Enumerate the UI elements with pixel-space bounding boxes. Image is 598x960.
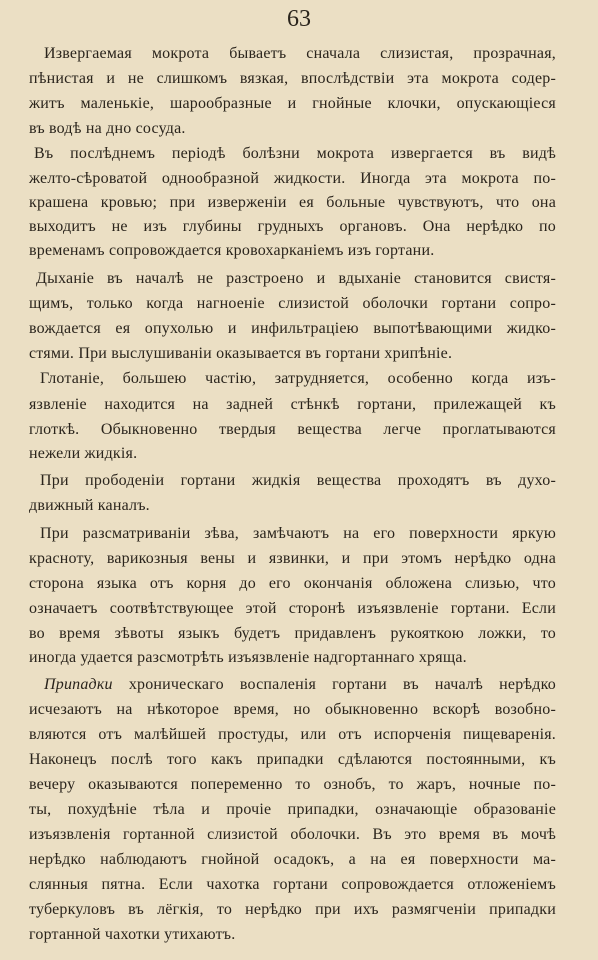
- text-line-5: Въ послѣднемъ періодѣ болѣзни мокрота извергается въ видѣ: [34, 145, 556, 162]
- emphasis-word: Припадки: [44, 676, 113, 693]
- text-line-14: Глотаніе, большею частію, затрудняется, особенно когда изъ-: [40, 370, 556, 387]
- text-line-15: язвленіе находится на задней стѣнкѣ гортани, прилежащей къ: [29, 396, 556, 413]
- text-line-32: изъязвленія гортанной слизистой оболочки. Въ это время въ мочѣ: [29, 826, 556, 843]
- text-line-29: Наконецъ послѣ того какъ припадки сдѣлаются постоянными, къ: [29, 751, 556, 768]
- text-line-3: житъ маленькіе, шарообразные и гнойные клочки, опускающіеся: [29, 95, 556, 112]
- text-line-30: вечеру оказываются попеременно то ознобъ, то жаръ, ночные по-: [29, 776, 556, 793]
- text-line-1: Извергаемая мокрота бываетъ сначала слизистая, прозрачная,: [44, 45, 556, 62]
- text-line-17: нежели жидкія.: [29, 445, 138, 462]
- text-line-8: выходитъ не изъ глубины грудныхъ органовъ. Она нерѣдко по: [29, 218, 556, 235]
- text-line-9: временамъ сопровождается кровохарканіемъ изъ гортани.: [29, 242, 435, 259]
- text-line-25: иногда удается разсмотрѣть изъязвленіе надгортаннаго хряща.: [29, 649, 467, 666]
- page-number: 63: [287, 6, 311, 32]
- text-line-36: гортанной чахотки утихаютъ.: [29, 926, 236, 943]
- text-line-26: [44, 672, 556, 697]
- text-line-19: движный каналъ.: [29, 497, 150, 514]
- text-line-12: вождается ея опухолью и инфильтраціею выпотѣвающими жидко-: [29, 320, 556, 337]
- text-line-13: стями. При выслушиваніи оказывается въ гортани хрипѣніе.: [29, 345, 453, 362]
- text-line-24: во время зѣвоты языкъ будетъ придавленъ рукояткою ложки, то: [29, 625, 556, 642]
- text-line-4: въ водѣ на дно сосуда.: [29, 120, 186, 137]
- text-line-18: При прободеніи гортани жидкія вещества проходятъ въ духо-: [40, 472, 556, 489]
- text-line-6: желто-сѣроватой однообразной жидкости. Иногда эта мокрота по-: [29, 170, 556, 187]
- text-line-22: сторона языка отъ корня до его окончанія обложена слизью, что: [29, 575, 556, 592]
- text-line-23: означаетъ соотвѣтствующее этой сторонѣ изъязвленіе гортани. Если: [29, 600, 556, 617]
- text-line-16: глоткѣ. Обыкновенно твердыя вещества легче проглатываются: [29, 421, 556, 438]
- text-line-26-rest: хроническаго воспаленія гортани въ началѣ нерѣдко: [128, 676, 556, 693]
- text-line-20: При разсматриваніи зѣва, замѣчаютъ на его поверхности яркую: [40, 525, 556, 542]
- text-line-27: исчезаютъ на нѣкоторое время, но обыкновенно вскорѣ возобно-: [29, 701, 556, 718]
- text-line-21: красноту, варикозныя вены и язвинки, и при этомъ нерѣдко одна: [29, 550, 556, 567]
- text-line-10: Дыханіе въ началѣ не разстроено и вдыханіе становится свистя-: [36, 270, 556, 287]
- text-line-33: нерѣдко наблюдаютъ гнойной осадокъ, а на ея поверхности ма-: [29, 851, 556, 868]
- text-line-34: слянныя пятна. Если чахотка гортани сопровождается отложеніемъ: [29, 876, 556, 893]
- text-line-2: пѣнистая и не слишкомъ вязкая, впослѣдствіи эта мокрота содер-: [29, 70, 556, 87]
- text-line-7: крашена кровью; при изверженіи ея больные чувствуютъ, что она: [29, 194, 556, 211]
- text-line-35: туберкуловъ въ лёгкія, то нерѣдко при ихъ размягченіи припадки: [29, 901, 556, 918]
- text-line-28: вляются отъ малѣйшей простуды, или отъ испорченія пищеваренія.: [29, 726, 556, 743]
- text-line-31: ты, похудѣніе тѣла и прочіе припадки, означающіе образованіе: [29, 801, 556, 818]
- text-line-11: щимъ, только когда нагноеніе слизистой оболочки гортани сопро-: [29, 295, 556, 312]
